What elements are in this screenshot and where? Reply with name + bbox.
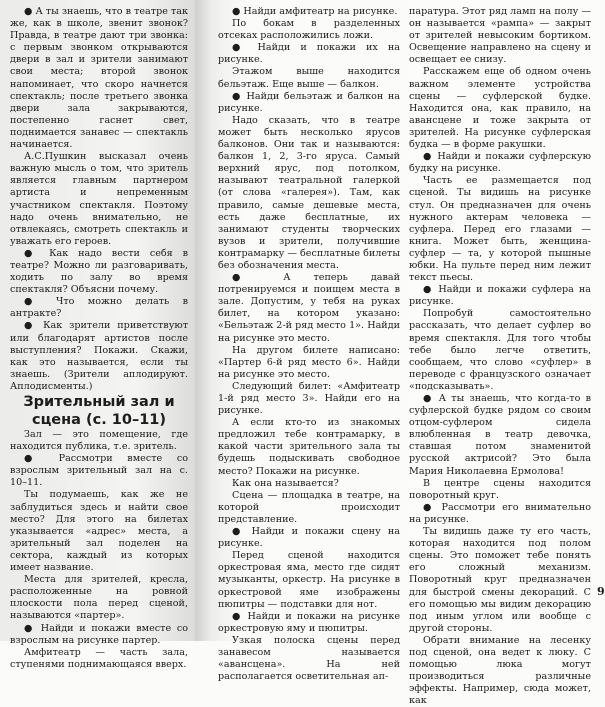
middle-column <box>218 6 400 683</box>
paragraph: ● А теперь давай потренируемся и поищем места в зале. Допустим, у тебя на руках билет, на котором указано: «Бельэтаж 2-й ряд место 1». Найди на рисунке это место. <box>218 272 400 344</box>
paragraph: ● Найди и покажи вместе со взрослым на рисунке партер. <box>10 622 188 646</box>
paragraph: По бокам в разделенных отсеках расположились ложи. <box>218 18 400 42</box>
paragraph: ● Найди амфитеатр на рисунке. <box>232 6 398 17</box>
paragraph: ● Найди и покажи на рисунке оркестровую яму и пюпитры. <box>218 610 400 634</box>
paragraph: Часть ее размещается под сценой. Ты видишь на рисунке стул. Он предназначен для очень нужного актерам человека — суфлера. Перед его глазами — книга. Может быть, женщина-суфлер — та, у которой пышные юбки. На пульте перед ним лежит текст пьесы. <box>409 175 591 284</box>
paragraph: Зал — это помещение, где находится публика, т.е. зритель. <box>10 429 188 453</box>
paragraph: Ты подумаешь, как же не заблудиться здесь и найти свое место? Для этого на билетах указывается «адрес» места, а зрительный зал поделен на сектора, каждый из которых имеет название. <box>10 489 188 574</box>
paragraph: ● Найди и покажи их на рисунке. <box>218 42 400 66</box>
paragraph: ● Что можно делать в антракте? <box>10 296 188 320</box>
left-column <box>10 6 188 671</box>
paragraph: ● Рассмотри его внимательно на рисунке. <box>409 501 591 525</box>
paragraph: В центре сцены находится поворотный круг. <box>409 477 591 501</box>
paragraph: Ты видишь даже ту его часть, которая находится под полом сцены. Это поможет тебе понять его сложный механизм. Поворотный круг предназначен для быстрой смены декораций. С его помощью мы видим декорацию под иным углом или вообще с другой стороны. <box>409 526 591 634</box>
paragraph: Обрати внимание на лесенку под сценой, она ведет к люку. С помощью люка могут производиться различные эффекты. Например, сюда может, как <box>409 634 591 707</box>
paragraph: Перед сценой находится оркестровая яма, место где сидят музыканты, оркестр. На рисунке в оркестровой яме изображены пюпитры — подставки для нот. <box>218 550 400 610</box>
paragraph: На другом билете написано: «Партер 6-й ряд место 6». Найди на рисунке это место. <box>218 344 400 380</box>
right-column <box>409 6 591 707</box>
paragraph: ● Найди и покажи сцену на рисунке. <box>218 526 400 550</box>
paragraph: Сцена — площадка в театре, на которой происходит представление. <box>218 489 400 525</box>
paragraph: Надо сказать, что в театре может быть несколько ярусов балконов. Они так и называются: балкон 1, 2, 3-го яруса. Самый верхний ярус, под потолком, называют театральной галеркой (от слова «галерея»). Там, как правило, самые дешевые места, есть даже бесплатные, их занимают студенты творческих вузов и зрители, получившие контрамарку — бесплатные билеты без обозначения места. <box>218 114 400 271</box>
section-heading: Зрительный зал и сцена (с. 10–11) <box>23 394 175 428</box>
page-number: 9 <box>597 585 605 598</box>
paragraph: Как она называется? <box>232 477 339 489</box>
paragraph: ● Найди бельэтаж и балкон на рисунке. <box>218 90 400 114</box>
paragraph: Следующий билет: «Амфитеатр 1-й ряд место 3». Найди его на рисунке. <box>218 380 400 417</box>
paragraph: ● Как надо вести себя в театре? Можно ли разговаривать, ходить по залу во время спектакля? Объясни почему. <box>10 247 188 296</box>
paragraph: Расскажем еще об одном очень важном элементе устройства сцены — суфлерской будке. Находится она, как правило, на авансцене и тоже закрыта от зрителей. На рисунке суфлерская будка — в форме ракушки. <box>409 66 591 151</box>
paragraph: ● Как зрители приветствуют или благодарят артистов после выступления? Покажи. Скажи, как это называется, если ты знаешь. (Зрители аплодируют. Аплодисменты.) <box>10 320 188 392</box>
paragraph: Амфитеатр — часть зала, ступенями поднимающаяся вверх. <box>10 646 188 670</box>
left-page <box>0 0 195 670</box>
paragraph: А.С.Пушкин высказал очень важную мысль о том, что зритель является главным партнером артиста и непременным участником спектакля. Поэтому надо очень внимательно, не отвлекаясь, смотреть спектакль и уважать его героев. <box>10 151 188 247</box>
paragraph: паратура. Этот ряд ламп на полу — он называется «рампа» — закрыт от зрителей невысоким бортиком. Освещение направлено на сцену и освещает ее снизу. <box>409 6 591 66</box>
paragraph: ● Найди и покажи суфлерскую будку на рисунке. <box>409 151 591 175</box>
paragraph: ● А ты знаешь, что когда-то в суфлерской будке рядом со своим отцом-суфлером сидела влюбленная в театр девочка, ставшая потом знаменитой русской актрисой? Это была Мария Николаевна Ермолова! <box>409 393 591 477</box>
paragraph: ● А ты знаешь, что в театре так же, как в школе, звенит звонок? Правда, в театре дают три звонка: с первым звонком открываются двери в зал и зрители занимают свои места; второй звонок напоминает, что скоро начнется спектакль; после третьего звонка двери зала закрываются, постепенно гаснет свет, поднимается занавес — спектакль начинается. <box>10 6 188 151</box>
paragraph: А если кто-то из знакомых предложил тебе контрамарку, в какой части зрительного зала ты будешь подыскивать свободное место? Покажи на рисунке. <box>218 417 400 477</box>
paragraph: Места для зрителей, кресла, расположенные на ровной плоскости пола перед сценой, называются «партер». <box>10 574 188 622</box>
paragraph: Попробуй самостоятельно рассказать, что делает суфлер во время спектакля. Для того чтобы тебе было легче ответить, сообщаем, что слово «суфлер» в переводе с французского означает «подсказывать». <box>409 308 591 392</box>
paragraph: Этажом выше находится бельэтаж. Еще выше — балкон. <box>218 66 400 90</box>
right-page <box>195 0 605 707</box>
paragraph: Узкая полоска сцены перед занавесом называется «авансцена». На ней располагается осветительная ап- <box>218 634 400 683</box>
paragraph: ● Рассмотри вместе со взрослым зрительный зал на с. 10–11. <box>10 453 188 489</box>
paragraph: ● Найди и покажи суфлера на рисунке. <box>409 284 591 308</box>
